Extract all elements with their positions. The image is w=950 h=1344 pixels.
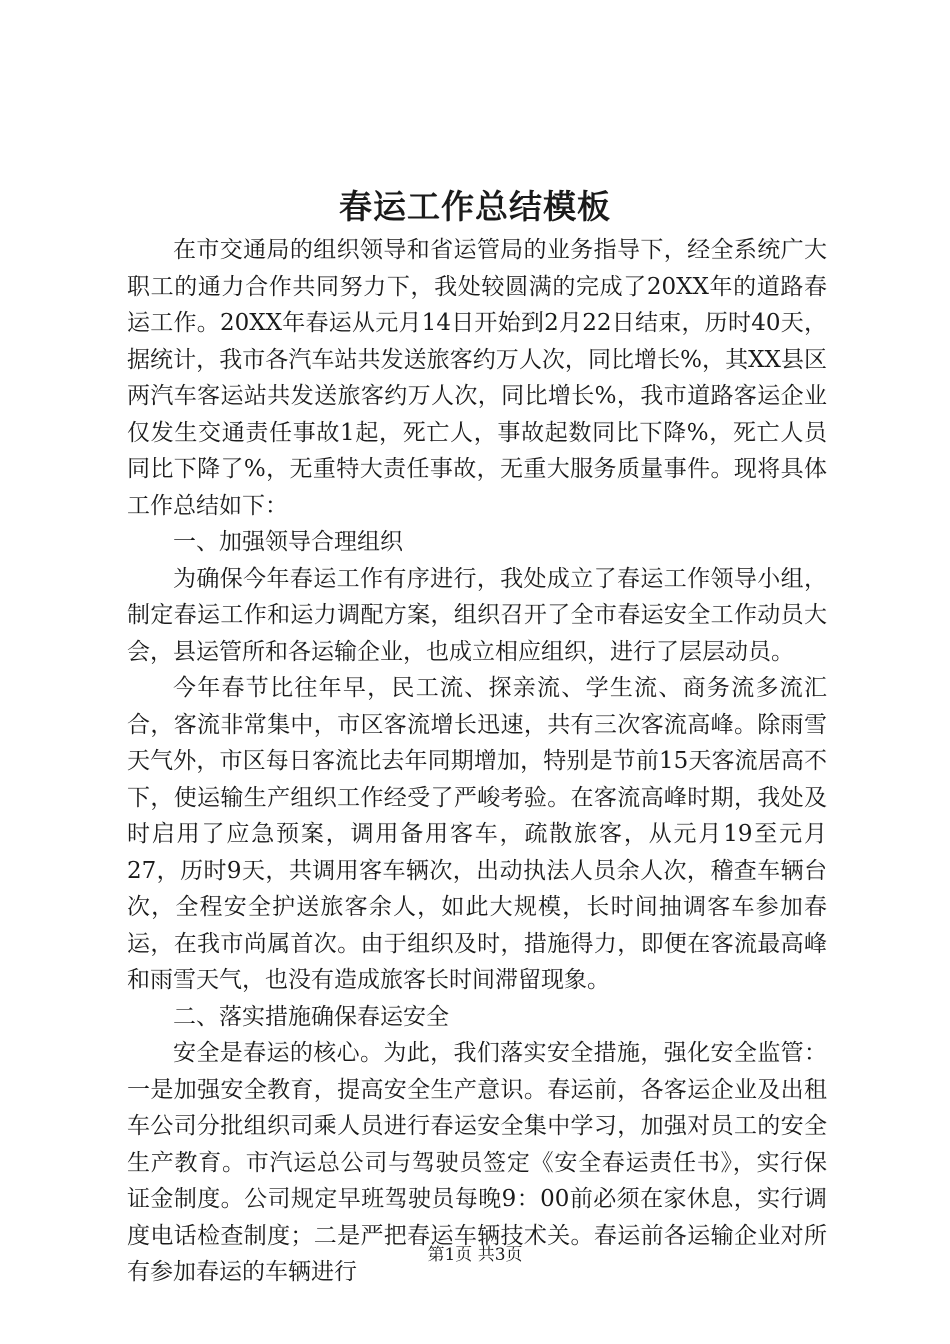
paragraph-intro: 在市交通局的组织领导和省运管局的业务指导下，经全系统广大职工的通力合作共同努力下，我处较圆满的完成了20XX年的道路春运工作。20XX年春运从元月14日开始到2月22日结束，历时40天，据统计，我市各汽车站共发送旅客约万人次，同比增长%，其XX县区两汽车客运站共发送旅客约万人次，同比增长%，我市道路客运企业仅发生交通责任事故1起，死亡人，事故起数同比下降%，死亡人员同比下降了%，无重特大责任事故，无重大服务质量事件。现将具体工作总结如下： [127,237,827,519]
section-heading-1: 一、加强领导合理组织 [173,529,403,555]
paragraph-section-1-a: 为确保今年春运工作有序进行，我处成立了春运工作领导小组，制定春运工作和运力调配方案，组织召开了全市春运安全工作动员大会，县运管所和各运输企业，也成立相应组织，进行了层层动员。 [127,565,827,665]
paragraph-section-2-a: 安全是春运的核心。为此，我们落实安全措施，强化安全监管：一是加强安全教育，提高安全生产意识。春运前，各客运企业及出租车公司分批组织司乘人员进行春运安全集中学习，加强对员工的安全生产教育。市汽运总公司与驾驶员签定《安全春运责任书》，实行保证金制度。公司规定早班驾驶员每晚9：00前必须在家休息，实行调度电话检查制度；二是严把春运车辆技术关。春运前各运输企业对所有参加春运的车辆进行 [127,1040,827,1285]
paragraph-section-1-b: 今年春节比往年早，民工流、探亲流、学生流、商务流多流汇合，客流非常集中，市区客流增长迅速，共有三次客流高峰。除雨雪天气外，市区每日客流比去年同期增加，特别是节前15天客流居高不下，使运输生产组织工作经受了严峻考验。在客流高峰时期，我处及时启用了应急预案，调用备用客车，疏散旅客，从元月19至元月27，历时9天，共调用客车辆次，出动执法人员余人次，稽查车辆台次，全程安全护送旅客余人，如此大规模，长时间抽调客车参加春运，在我市尚属首次。由于组织及时，措施得力，即便在客流最高峰和雨雪天气，也没有造成旅客长时间滞留现象。 [127,675,827,993]
document-title: 春运工作总结模板 [339,187,611,226]
page-number-footer: 第1页 共3页 [427,1245,523,1265]
section-heading-2: 二、落实措施确保春运安全 [173,1003,449,1030]
document-body [127,232,827,1291]
